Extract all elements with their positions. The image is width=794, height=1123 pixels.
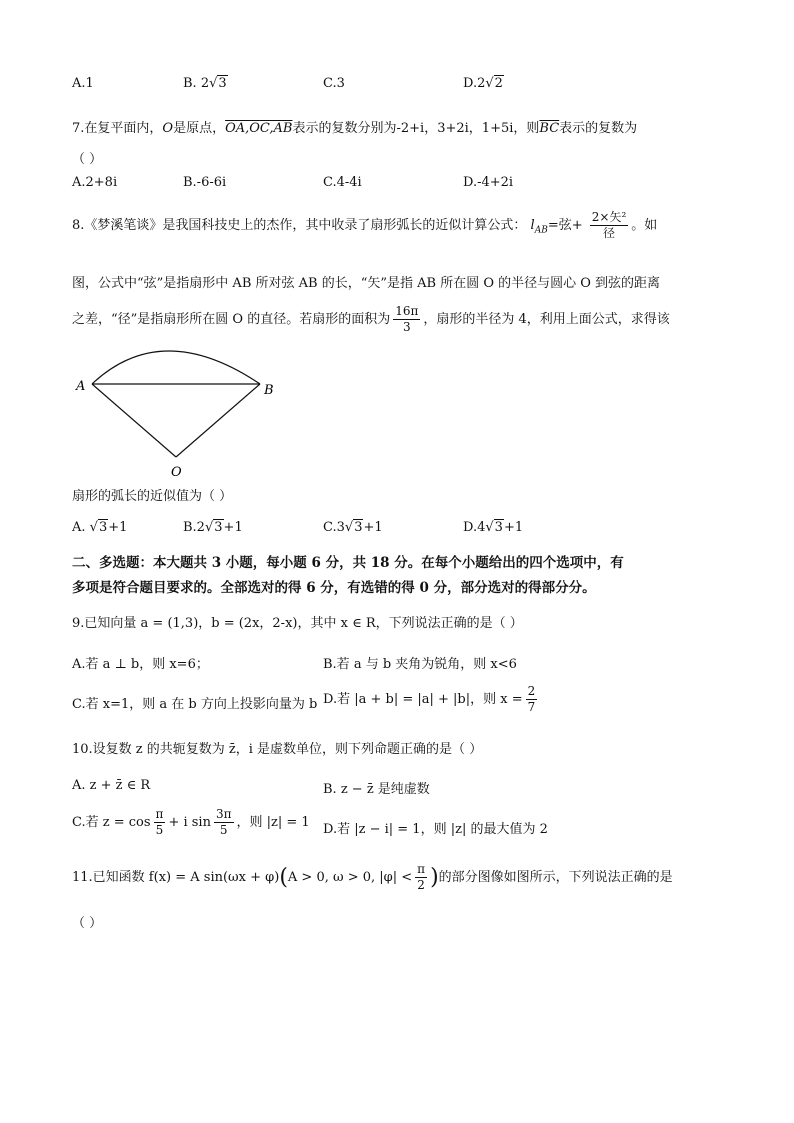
q9-stem: 9.已知向量 a = (1,3)，b = (2x，2-x)，其中 x ∈ R，下列说法正确的是（ ） [72, 616, 523, 631]
q6-option-c: C.3 [323, 76, 345, 91]
q7-answer-paren: （ ） [72, 152, 103, 167]
q8-line1: 8.《梦溪笔谈》是我国科技史上的杰作，其中收录了扇形弧长的近似计算公式： $l_{AB}=$弦+ $\frac{\text{2×矢²}}{\text{径}}$ 。如 [72, 210, 658, 240]
sector-arc [92, 351, 260, 384]
q9-option-c: C.若 x=1，则 a 在 b 方向上投影向量为 b [72, 697, 318, 712]
section2-heading-line2: 多项是符合题目要求的。全部选对的得 6 分，有选错的得 0 分，部分选对的得部分分。 [72, 580, 596, 596]
q10-stem: 10.设复数 z 的共轭复数为 z̄，i 是虚数单位，则下列命题正确的是（ ） [72, 742, 483, 757]
q9-option-b: B.若 a 与 b 夹角为锐角，则 x<6 [323, 657, 517, 672]
q8-option-b: B.2√3+1 [183, 520, 243, 535]
q8-area-fraction: $\frac{16\pi}{3}$ [395, 304, 419, 334]
q8-option-d: D.4√3+1 [463, 520, 524, 535]
label-o: O [171, 465, 182, 480]
q7-option-d: D.-4+2i [463, 175, 514, 190]
label-b: B [264, 383, 274, 398]
section2-heading-line1: 二、多选题：本大题共 3 小题，每小题 6 分，共 18 分。在每个小题给出的四个选项中，有 [72, 555, 624, 571]
q8-formula-fraction: $\frac{\text{2×矢²}}{\text{径}}$ [591, 210, 627, 240]
q9-option-a: A.若 a ⊥ b，则 x=6； [72, 657, 209, 672]
q11-answer-paren: （ ） [72, 916, 103, 931]
q8-line3: 之差，“径”是指扇形所在圆 O 的直径。若扇形的面积为 $\frac{16\pi}{3}$ ，扇形的半径为 4，利用上面公式，求得该 [72, 304, 670, 334]
q10-option-b: B. z − z̄ 是纯虚数 [323, 782, 430, 797]
q9-option-d: D.若 |a + b| = |a| + |b|，则 x = $\frac{2}{7}$ [323, 684, 536, 714]
q8-line2: 图，公式中“弦”是指扇形中 AB 所对弦 AB 的长，“矢”是指 AB 所在圆 O 的半径与圆心 O 到弦的距离 [72, 276, 661, 291]
q7-option-a: A.2+8i [72, 175, 118, 190]
q10-option-c: C.若 z = cos $\frac{\pi}{5}$ + i sin $\frac{3\pi}{5}$ ，则 |z| = 1 [72, 807, 310, 837]
q6-option-d: D.2√2 [463, 76, 503, 91]
sector-figure [70, 340, 290, 480]
q8-option-a: A. √3+1 [72, 520, 128, 535]
q7-stem: 7.在复平面内，O是原点，OA,OC,AB表示的复数分别为-2+i，3+2i，1+5i，则$\overline{BC}$表示的复数为 [72, 121, 638, 136]
q8-line4: 扇形的弧长的近似值为（ ） [72, 489, 233, 504]
q10-option-d: D.若 |z − i| = 1，则 |z| 的最大值为 2 [323, 822, 548, 837]
q6-option-b: B. 2√3 [183, 76, 227, 91]
radius-oa [92, 384, 176, 457]
label-a: A [76, 379, 86, 394]
radius-ob [176, 384, 260, 457]
q7-option-c: C.4-4i [323, 175, 362, 190]
q7-option-b: B.-6-6i [183, 175, 227, 190]
q8-option-c: C.3√3+1 [323, 520, 383, 535]
q6-option-a: A.1 [72, 76, 94, 91]
q10-option-a: A. z + z̄ ∈ R [72, 778, 151, 793]
q11-stem: 11.已知函数 f(x) = A sin(ωx + φ)(A > 0, ω > 0, |φ| < $\frac{\pi}{2}$ )的部分图像如图所示，下列说法正确的是 [72, 862, 673, 892]
